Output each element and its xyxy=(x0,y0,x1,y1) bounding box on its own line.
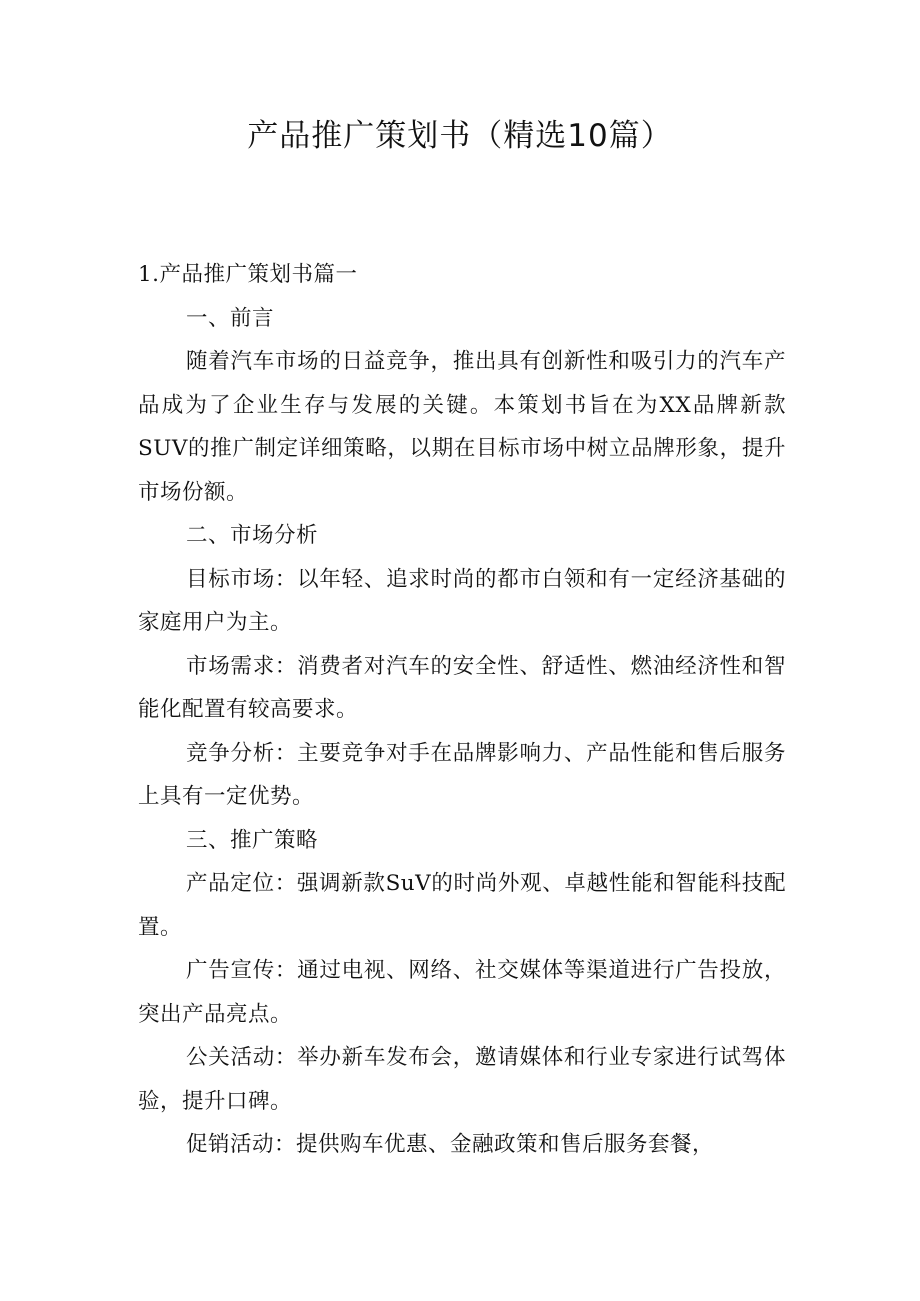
subsection-heading: 一、前言 xyxy=(186,305,275,331)
paragraph: 随着汽车市场的日益竞争，推出具有创新性和吸引力的汽车产品成为了企业生存与发展的关键。本策划书旨在为XX品牌新款SUV的推广制定详细策略，以期在目标市场中树立品牌形象，提升市场份额。 xyxy=(138,349,786,505)
document-body xyxy=(138,253,786,1167)
section-heading: 1.产品推广策划书篇一 xyxy=(138,262,358,287)
subsection-heading: 二、市场分析 xyxy=(186,523,319,548)
paragraph: 产品定位：强调新款SuV的时尚外观、卓越性能和智能科技配置。 xyxy=(138,871,786,940)
paragraph: 促销活动：提供购车优惠、金融政策和售后服务套餐， xyxy=(186,1132,715,1157)
paragraph: 广告宣传：通过电视、网络、社交媒体等渠道进行广告投放，突出产品亮点。 xyxy=(138,958,786,1027)
subsection-heading: 三、推广策略 xyxy=(186,827,319,853)
document-title: 产品推广策划书（精选10篇） xyxy=(247,118,673,154)
paragraph: 市场需求：消费者对汽车的安全性、舒适性、燃油经济性和智能化配置有较高要求。 xyxy=(138,653,786,722)
paragraph: 目标市场：以年轻、追求时尚的都市白领和有一定经济基础的家庭用户为主。 xyxy=(138,566,786,635)
paragraph: 公关活动：举办新车发布会，邀请媒体和行业专家进行试驾体验，提升口碑。 xyxy=(138,1045,786,1114)
paragraph: 竞争分析：主要竞争对手在品牌影响力、产品性能和售后服务上具有一定优势。 xyxy=(138,740,786,809)
